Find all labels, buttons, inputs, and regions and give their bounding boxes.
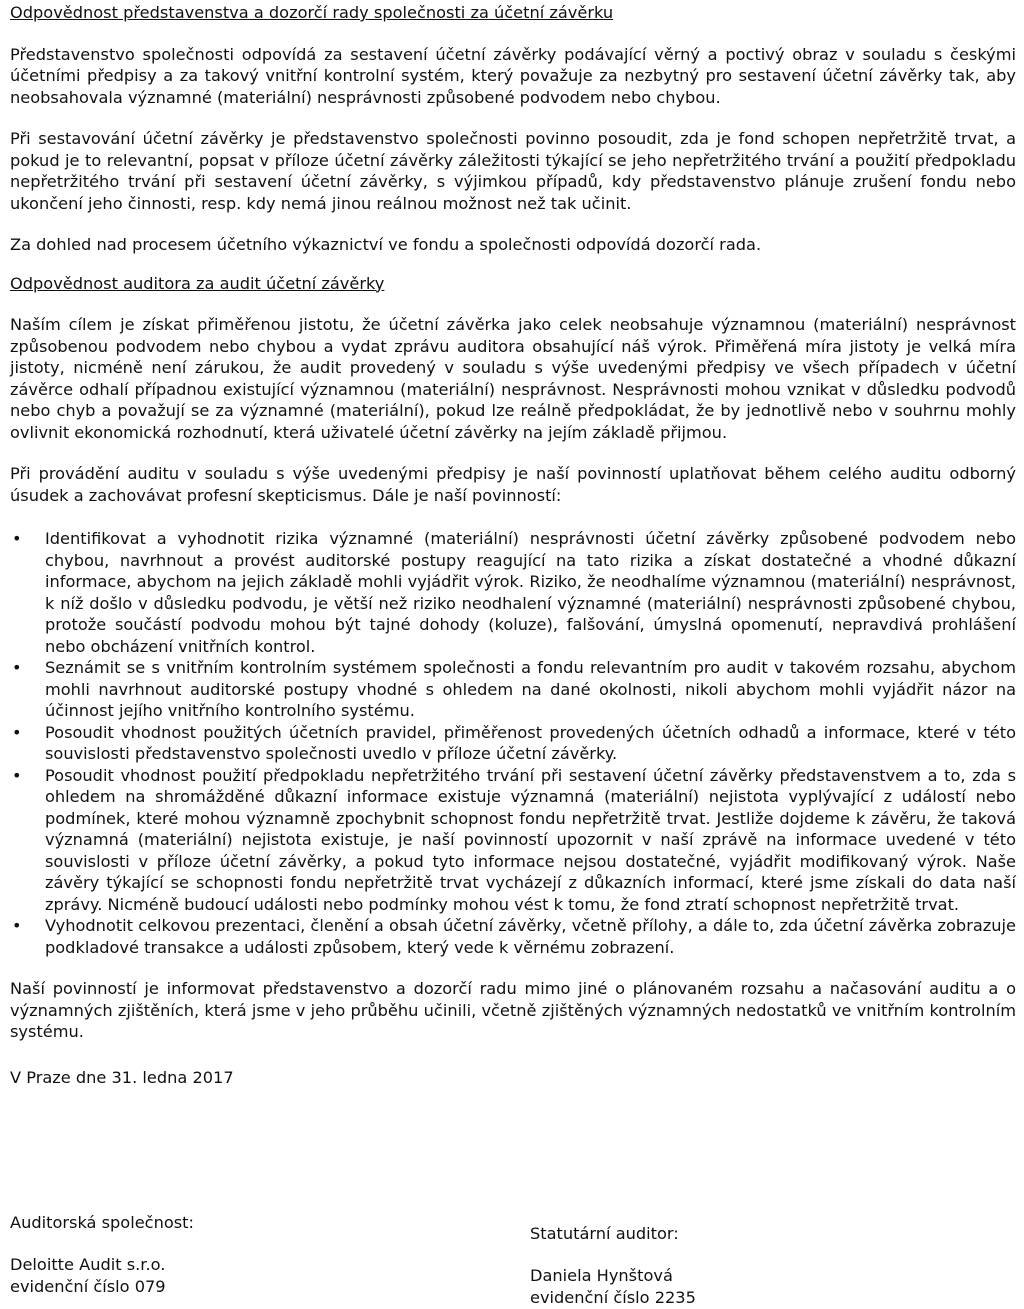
audit-firm-name: Deloitte Audit s.r.o. bbox=[10, 1255, 166, 1274]
section-heading-board-responsibility: Odpovědnost představenstva a dozorčí rady společnosti za účetní závěrku bbox=[10, 3, 614, 22]
paragraph-board-responsibility: Představenstvo společnosti odpovídá za sestavení účetní závěrky podávající věrný a poctivý obraz v souladu s českými účetními předpisy a za takový vnitřní kontrolní systém, který považuje za nezbytný pro sestavení účetní závěrky tak, aby neobsahovala významné (materiální) nesprávnosti způsobené podvodem nebo chybou. bbox=[10, 44, 1016, 107]
paragraph-communication-duty: Naší povinností je informovat představenstvo a dozorčí radu mimo jiné o plánovaném rozsahu a načasování auditu a o významných zjištěních, která jsme v jeho průběhu učinili, včetně zjištěných významných nedostatků ve vnitřním kontrolním systému. bbox=[10, 979, 1016, 1041]
document-page bbox=[10, 0, 1016, 1088]
list-item-text: Seznámit se s vnitřním kontrolním systémem společnosti a fondu relevantním pro audit v takovém rozsahu, abychom mohli navrhnout auditorské postupy vhodné s ohledem na dané okolnosti, nikoli abychom mohli vyjádřit názor na účinnost jejího vnitřního kontrolního systému. bbox=[45, 658, 1016, 720]
bullet-point: • bbox=[12, 658, 22, 677]
list-item-text: Posoudit vhodnost použití předpokladu nepřetržitého trvání při sestavení účetní závěrky představenstvem a to, zda s ohledem na shromážděné důkazní informace existuje významná (materiální) nejistota vyplývající z událostí nebo podmínek, které mohou významně zpochybnit schopnost fondu nepřetržitě trvat. Jestliže dojdeme k závěru, že taková významná (materiální) nejistota existuje, je naší povinností upozornit v naší zprávě na informace uvedené v této souvislosti v příloze účetní závěrky, a pokud tyto informace nejsou dostatečné, vyjádřit modifikovaný výrok. Naše závěry týkající se schopnosti fondu nepřetržitě trvat vycházejí z důkazních informací, které jsme získali do data naší zprávy. Nicméně budoucí události nebo podmínky mohou vést k tomu, že fond ztratí schopnost nepřetržitě trvat. bbox=[45, 765, 1016, 914]
audit-duties-list bbox=[10, 528, 1016, 958]
paragraph-audit-objective: Naším cílem je získat přiměřenou jistotu, že účetní závěrka jako celek neobsahuje významnou (materiální) nesprávnost způsobenou podvodem nebo chybou a vydat zprávu auditora obsahující náš výrok. Přiměřená míra jistoty je velká míra jistoty, nicméně není zárukou, že audit provedený v souladu s výše uvedenými předpisy ve všech případech v účetní závěrce odhalí případnou existující významnou (materiální) nesprávnost. Nesprávnosti mohou vznikat v důsledku podvodů nebo chyb a považují se za významné (materiální), pokud lze reálně předpokládat, že by jednotlivě nebo v souhrnu mohly ovlivnit ekonomická rozhodnutí, která uživatelé účetní závěrky na jejím základě přijmou. bbox=[10, 315, 1016, 442]
audit-firm-registration-number: evidenční číslo 079 bbox=[10, 1277, 166, 1296]
section-heading-auditor-responsibility: Odpovědnost auditora za audit účetní závěrky bbox=[10, 273, 385, 293]
statutory-auditor-name: Daniela Hynštová bbox=[530, 1266, 673, 1285]
paragraph-audit-duties-intro: Při provádění auditu v souladu s výše uvedenými předpisy je naší povinností uplatňovat během celého auditu odborný úsudek a zachovávat profesní skepticismus. Dále je naší povinností: bbox=[10, 464, 1016, 505]
list-item bbox=[10, 528, 1016, 657]
statutory-auditor-label: Statutární auditor: bbox=[530, 1224, 679, 1243]
list-item-text: Vyhodnotit celkovou prezentaci, členění a obsah účetní závěrky, včetně přílohy, a dále to, zda účetní závěrka zobrazuje podkladové transakce a události způsobem, který vede k věrnému zobrazení. bbox=[45, 916, 1016, 957]
paragraph-going-concern: Při sestavování účetní závěrky je představenstvo společnosti povinno posoudit, zda je fond schopen nepřetržitě trvat, a pokud je to relevantní, popsat v příloze účetní závěrky záležitosti týkající se jeho nepřetržitého trvání a použití předpokladu nepřetržitého trvání při sestavení účetní závěrky, s výjimkou případů, kdy představenstvo plánuje zrušení fondu nebo ukončení jeho činnosti, resp. kdy nemá jinou reálnou možnost než tak učinit. bbox=[10, 129, 1016, 213]
list-item-text: Posoudit vhodnost použitých účetních pravidel, přiměřenost provedených účetních odhadů a informace, které v této souvislosti představenstvo společnosti uvedlo v příloze účetní závěrky. bbox=[45, 722, 1016, 763]
list-item bbox=[10, 657, 1016, 722]
statutory-auditor-signature bbox=[530, 1223, 696, 1309]
bullet-point: • bbox=[12, 529, 22, 548]
statutory-auditor-registration-number: evidenční číslo 2235 bbox=[530, 1288, 696, 1307]
list-item bbox=[10, 722, 1016, 765]
list-item-text: Identifikovat a vyhodnotit rizika významné (materiální) nesprávnosti účetní závěrky způsobené podvodem nebo chybou, navrhnout a provést auditorské postupy reagující na tato rizika a získat dostatečné a vhodné důkazní informace, abychom na jejich základě mohli vyjádřit výrok. Riziko, že neodhalíme významnou (materiální) nesprávnost, k níž došlo v důsledku podvodu, je větší než riziko neodhalení významné (materiální) nesprávnosti způsobené chybou, protože součástí podvodu mohou být tajné dohody (koluze), falšování, úmyslná opomenutí, nepravdivá prohlášení nebo obcházení vnitřních kontrol. bbox=[45, 529, 1016, 656]
report-date: V Praze dne 31. ledna 2017 bbox=[10, 1067, 234, 1087]
list-item bbox=[10, 915, 1016, 958]
audit-firm-signature bbox=[10, 1212, 194, 1298]
list-item bbox=[10, 765, 1016, 916]
bullet-point: • bbox=[12, 722, 22, 742]
audit-firm-label: Auditorská společnost: bbox=[10, 1213, 194, 1232]
paragraph-supervisory-board: Za dohled nad procesem účetního výkaznictví ve fondu a společnosti odpovídá dozorčí rada. bbox=[10, 235, 762, 254]
bullet-point: • bbox=[12, 765, 22, 785]
bullet-point: • bbox=[12, 916, 22, 935]
